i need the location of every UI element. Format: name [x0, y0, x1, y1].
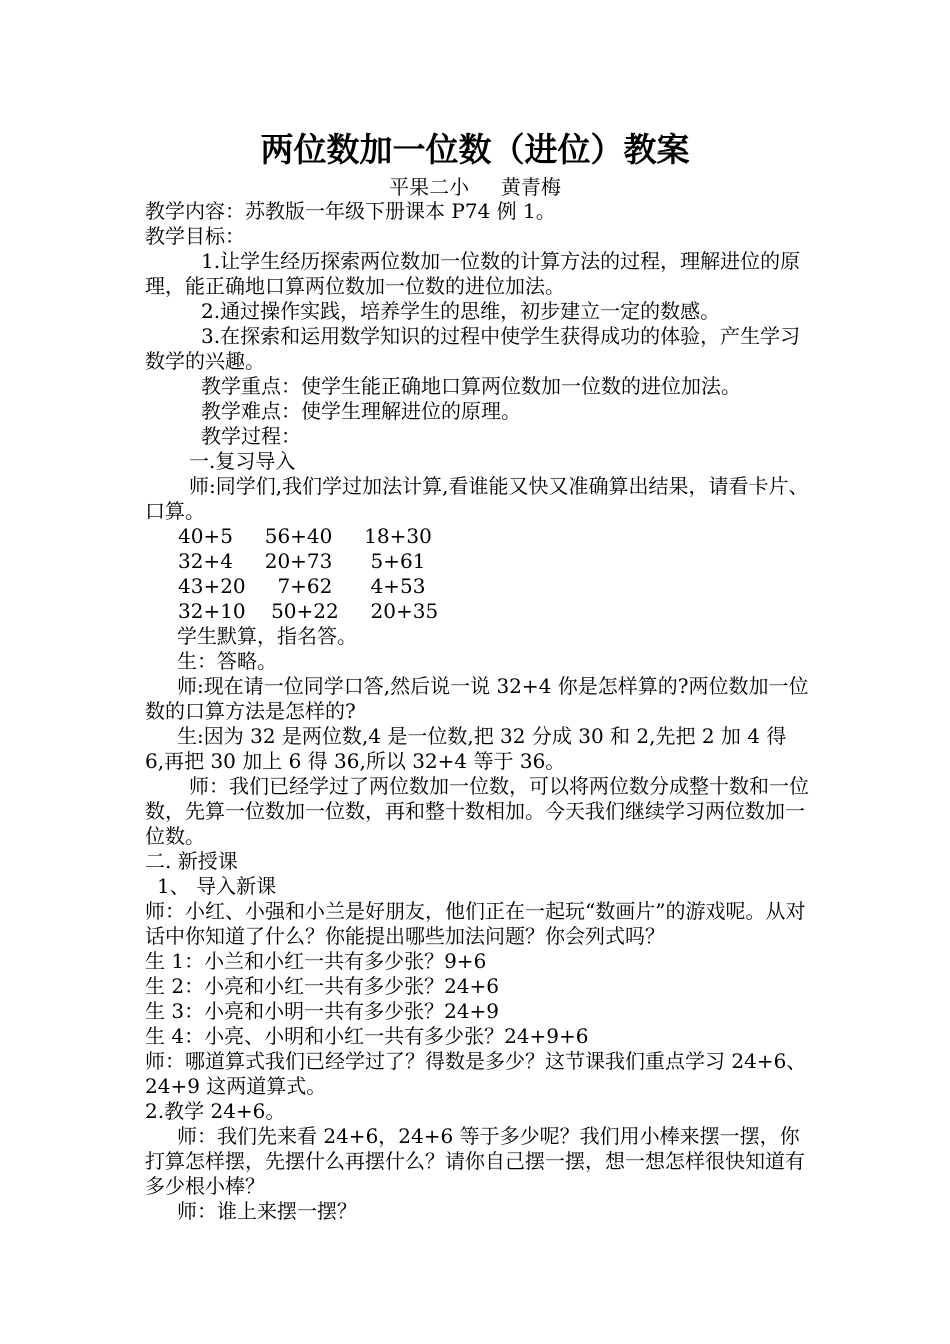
paragraph-teacher-story: 师：小红、小强和小兰是好朋友，他们正在一起玩“数画片”的游戏呢。从对话中你知道了什么？你能提出哪些加法问题？你会列式吗？ — [145, 899, 806, 948]
paragraph-student-3: 生 3：小亮和小明一共有多少张？24+9 — [145, 999, 500, 1023]
section-review: 一.复习导入 — [189, 449, 296, 473]
paragraph-student-explain: 生:因为 32 是两位数,4 是一位数,把 32 分成 30 和 2,先把 2 加 4 得 6,再把 30 加上 6 得 36,所以 32+4 等于 36。 — [145, 724, 787, 773]
paragraph-student-4: 生 4：小亮、小明和小红一共有多少张？24+9+6 — [145, 1024, 589, 1048]
paragraph-student-2: 生 2：小亮和小红一共有多少张？24+6 — [145, 974, 500, 998]
paragraph-process-heading: 教学过程： — [201, 424, 301, 448]
lesson-body — [145, 199, 809, 1224]
paragraph-goals-heading: 教学目标： — [145, 224, 245, 248]
paragraph-goal-2: 2.通过操作实践，培养学生的思维，初步建立一定的数感。 — [201, 299, 721, 323]
paragraph-student-silent: 学生默算，指名答。 — [177, 624, 357, 648]
paragraph-teacher-who: 师：谁上来摆一摆？ — [177, 1199, 357, 1223]
subsection-teach-24-6: 2.教学 24+6。 — [145, 1099, 286, 1123]
paragraph-teacher-sticks: 师：我们先来看 24+6，24+6 等于多少呢？我们用小棒来摆一摆，你打算怎样摆，先摆什么再摆什么？请你自己摆一摆，想一想怎样很快知道有多少根小棒？ — [145, 1124, 805, 1198]
page-title: 两位数加一位数（进位）教案 — [260, 130, 690, 169]
paragraph-teacher-question: 师:现在请一位同学口答,然后说一说 32+4 你是怎样算的?两位数加一位数的口算方法是怎样的? — [145, 674, 809, 723]
exercise-row: 32+4 20+73 5+61 — [178, 549, 426, 573]
paragraph-student-answer: 生：答略。 — [177, 649, 277, 673]
paragraph-goal-3: 3.在探索和运用数学知识的过程中使学生获得成功的体验，产生学习数学的兴趣。 — [145, 324, 801, 373]
paragraph-teacher-focus: 师：哪道算式我们已经学过了？得数是多少？这节课我们重点学习 24+6、24+9 这两道算式。 — [145, 1049, 807, 1098]
paragraph-teacher-intro: 师:同学们,我们学过加法计算,看谁能又快又准确算出结果，请看卡片、口算。 — [145, 474, 809, 523]
exercise-row: 32+10 50+22 20+35 — [178, 599, 439, 623]
paragraph-goal-1: 1.让学生经历探索两位数加一位数的计算方法的过程，理解进位的原理，能正确地口算两位数加一位数的进位加法。 — [145, 249, 801, 298]
paragraph-student-1: 生 1：小兰和小红一共有多少张？9+6 — [145, 949, 487, 973]
exercise-row: 40+5 56+40 18+30 — [178, 524, 432, 548]
author-line: 平果二小 黄青梅 — [389, 175, 561, 199]
paragraph-key-point: 教学重点：使学生能正确地口算两位数加一位数的进位加法。 — [201, 374, 741, 398]
exercise-row: 43+20 7+62 4+53 — [178, 574, 426, 598]
paragraph-teacher-summary: 师：我们已经学过了两位数加一位数，可以将两位数分成整十数和一位数，先算一位数加一位数，再和整十数相加。今天我们继续学习两位数加一位数。 — [145, 774, 809, 848]
subsection-intro: 1、 导入新课 — [157, 874, 277, 898]
paragraph-difficulty: 教学难点：使学生理解进位的原理。 — [201, 399, 521, 423]
section-new-lesson: 二. 新授课 — [145, 849, 238, 873]
paragraph-content: 教学内容：苏教版一年级下册课本 P74 例 1。 — [145, 199, 556, 223]
